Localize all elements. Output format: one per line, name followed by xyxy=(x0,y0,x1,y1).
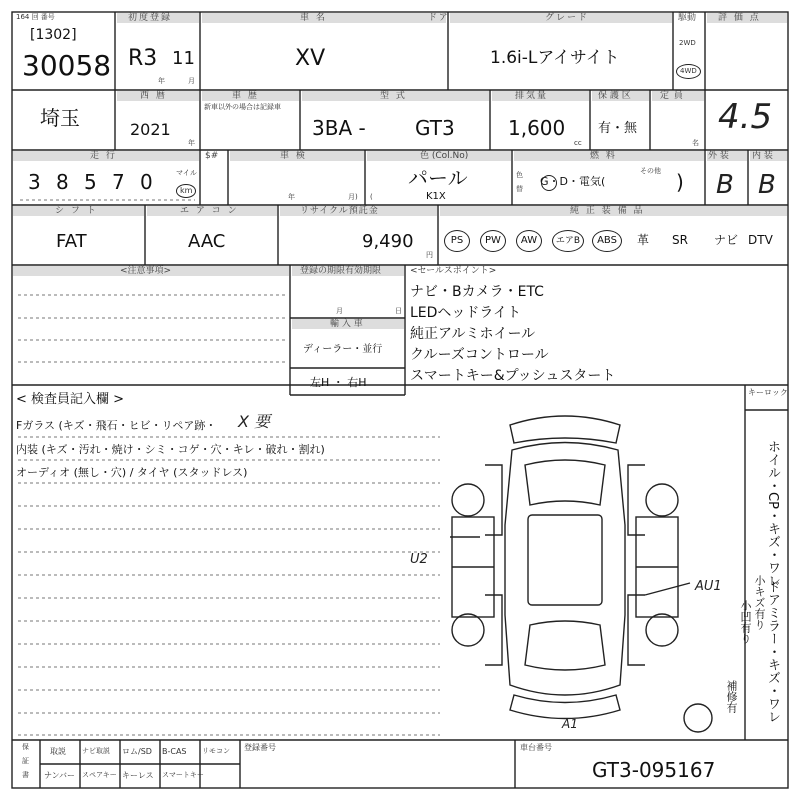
rating-value: 4.5 xyxy=(718,97,773,137)
selling-points-header: <セールスポイント> xyxy=(410,266,497,276)
footer-side-char: 書 xyxy=(22,771,29,779)
footer-rom-sd: ロム/SD xyxy=(122,747,152,756)
vertical-note: 小凹有り xyxy=(739,600,752,644)
model-prefix: 3BA - xyxy=(312,116,366,140)
shift: FAT xyxy=(56,231,87,252)
exterior-header: 外 装 xyxy=(708,151,729,161)
mileage-digit: 3 xyxy=(28,170,41,194)
history-note: 新車以外の場合は記録車 xyxy=(204,103,281,111)
exterior-grade: B xyxy=(716,170,734,200)
western-year-header: 西 暦 xyxy=(140,91,167,101)
diagram-mark-right: AU1 xyxy=(695,579,722,594)
equipment-dtv: DTV xyxy=(748,233,773,247)
car-name: XV xyxy=(295,46,326,71)
recycle-unit: 円 xyxy=(426,251,433,259)
color-name: パール xyxy=(408,166,468,190)
reg-day: 日 xyxy=(395,307,402,315)
diagram-mark-bottom: A1 xyxy=(562,717,578,731)
fuel-close: ) xyxy=(676,170,684,194)
fuel-options: G・D・電気( xyxy=(540,175,606,188)
history-mark: $# xyxy=(205,151,219,161)
month-unit: 月 xyxy=(188,77,195,85)
mileage-header: 走 行 xyxy=(90,151,117,161)
footer-smart-key: スマートキー xyxy=(162,771,204,779)
model-type-header: 型 式 xyxy=(380,91,407,101)
footer-manual: 取説 xyxy=(50,747,66,756)
mileage-unit-km: km xyxy=(176,184,196,198)
inspector-line-audio: オーディオ (無し・穴) / タイヤ (スタッドレス) xyxy=(16,466,248,479)
fuel-sub: 有・無 xyxy=(598,121,638,136)
selling-point: クルーズコントロール xyxy=(410,347,549,363)
fuel-gas-circle xyxy=(541,175,557,191)
year-unit: 年 xyxy=(158,77,165,85)
shaken-year: 年 xyxy=(288,193,295,201)
color-header: 色 (Col.No) xyxy=(420,151,469,161)
auction-label: 164 回 番号 xyxy=(16,13,55,21)
footer-side-char: 証 xyxy=(22,757,29,765)
chassis-header: 車台番号 xyxy=(520,743,552,752)
shaken-paren: ( xyxy=(370,193,373,201)
grade-header: グレード xyxy=(545,13,590,23)
footer-keyless: キーレス xyxy=(122,771,154,780)
ac: AAC xyxy=(188,231,226,252)
vertical-notes xyxy=(725,430,788,740)
inspector-line-interior: 内装 (キズ・汚れ・焼け・シミ・コゲ・穴・キレ・破れ・割れ) xyxy=(16,443,325,456)
equipment-airbag: エアB xyxy=(552,230,584,252)
footer-navi-manual: ナビ取説 xyxy=(82,747,110,755)
history-label: 車 歴 xyxy=(232,91,259,101)
footer-side xyxy=(14,744,38,786)
import-header: 輸 入 車 xyxy=(330,319,363,329)
recycle-header: リサイクル預託金 xyxy=(300,206,379,216)
door-header: ドア xyxy=(428,13,450,23)
diagram-mark-left: U2 xyxy=(410,552,428,567)
vertical-note: ドアミラー・キズ・ワレ xyxy=(765,580,780,723)
selling-point: ナビ・Bカメラ・ETC xyxy=(410,284,544,300)
western-year: 2021 xyxy=(130,120,171,139)
footer-remote: リモコン xyxy=(202,747,230,755)
interior-header: 内 装 xyxy=(752,151,773,161)
equipment-list xyxy=(442,230,788,254)
equipment-aw: AW xyxy=(516,230,542,252)
shift-header: シ フ ト xyxy=(55,206,98,216)
fuel-sub-header: 保 護 区 xyxy=(598,91,631,101)
first-reg-era: R3 xyxy=(128,46,158,71)
displacement: 1,600 xyxy=(508,116,566,140)
displacement-header: 排気量 xyxy=(515,91,549,101)
recycle-amount: 9,490 xyxy=(362,231,414,252)
shaken-month: 月) xyxy=(348,193,358,201)
reg-month: 月 xyxy=(336,307,343,315)
shaken-header: 車 検 xyxy=(280,151,307,161)
grade: 1.6i-Lアイサイト xyxy=(490,48,620,68)
equipment-sr: SR xyxy=(672,233,688,247)
steering: 左H ・ 右H xyxy=(310,376,367,389)
mileage-digit: 0 xyxy=(140,170,153,194)
drive-4wd: 4WD xyxy=(676,64,701,79)
model-header: 車 名 xyxy=(300,13,327,23)
equipment-ps: PS xyxy=(444,230,470,252)
reg-number-header: 登録番号 xyxy=(244,743,276,752)
vertical-note: 補修有 xyxy=(725,680,738,713)
fuel-header: 燃 料 xyxy=(590,151,617,161)
lot-number: 30058 xyxy=(22,49,112,82)
selling-point: スマートキー&プッシュスタート xyxy=(410,368,616,384)
key-header: キーロック xyxy=(748,388,788,397)
footer-plate: ナンバー xyxy=(44,771,76,780)
lot-code: [1302] xyxy=(30,27,77,43)
displacement-unit: cc xyxy=(574,139,582,147)
capacity-header: 定 員 xyxy=(660,91,684,101)
inspector-handwritten: X 要 xyxy=(238,412,271,431)
fuel-other: その他 xyxy=(640,167,661,175)
vertical-note: 小キズ有り xyxy=(753,575,766,630)
notes-header: <注意事項> xyxy=(120,266,172,276)
car-diagram xyxy=(440,405,740,740)
color-code: K1X xyxy=(426,191,446,202)
mileage-digit: 7 xyxy=(112,170,125,194)
interior-grade: B xyxy=(758,170,776,200)
footer-side-char: 保 xyxy=(22,743,29,751)
first-reg-header: 初度登録 xyxy=(128,13,173,23)
drive-2wd: 2WD xyxy=(679,39,696,47)
chassis-number: GT3-095167 xyxy=(592,758,716,782)
capacity-unit: 名 xyxy=(692,139,699,147)
mileage-digits xyxy=(28,172,178,198)
equipment-leather: 革 xyxy=(637,233,650,247)
prefecture: 埼玉 xyxy=(40,106,80,130)
footer-spare-key: スペアキー xyxy=(82,771,117,779)
mileage-unit-mile: マイル xyxy=(176,169,197,177)
footer-bcas: B-CAS xyxy=(162,747,187,756)
vertical-note: ホイル・CP・キズ・ワレ xyxy=(765,440,780,587)
import-dealer: ディーラー・並行 xyxy=(303,344,383,355)
equipment-abs: ABS xyxy=(592,230,622,252)
reg-expiry-header: 登録の期限有効期限 xyxy=(300,266,382,276)
mileage-digit: 8 xyxy=(56,170,69,194)
ac-header: エ ア コ ン xyxy=(180,206,239,216)
inspector-line-glass: Fガラス (キズ・飛石・ヒビ・リペア跡・ xyxy=(16,419,217,432)
equipment-header: 純 正 装 備 品 xyxy=(570,206,645,216)
color-change: 色替 xyxy=(516,171,523,193)
inspector-header: < 検査員記入欄 > xyxy=(16,392,125,407)
first-reg-month: 11 xyxy=(172,48,195,69)
model-code: GT3 xyxy=(415,116,455,140)
selling-point: LEDヘッドライト xyxy=(410,305,522,321)
drive-header: 駆動 xyxy=(678,13,697,23)
year-unit-2: 年 xyxy=(188,139,195,147)
equipment-pw: PW xyxy=(480,230,506,252)
rating-header: 評 価 点 xyxy=(718,13,761,23)
mileage-digit: 5 xyxy=(84,170,97,194)
equipment-navi: ナビ xyxy=(714,233,739,247)
selling-point: 純正アルミホイール xyxy=(410,326,536,342)
